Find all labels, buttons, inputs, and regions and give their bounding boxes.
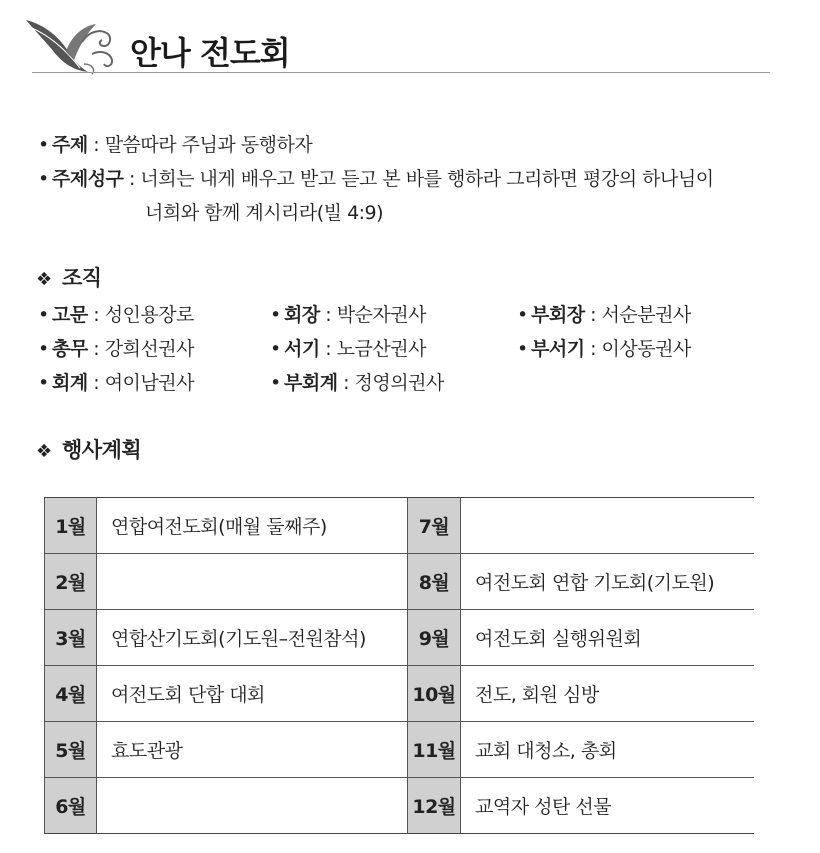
event-cell: 연합여전도회(매월 둘째주) [97, 498, 408, 554]
month-cell: 2월 [45, 554, 97, 610]
table-row [45, 610, 754, 666]
event-cell: 연합산기도회(기도원–전원참석) [97, 610, 408, 666]
bullet-icon: • [38, 134, 49, 156]
month-cell: 10월 [408, 666, 461, 722]
month-cell: 3월 [45, 610, 97, 666]
event-cell [97, 778, 408, 834]
events-table [44, 497, 754, 834]
events-heading [36, 434, 141, 464]
leaf-ornament-icon [22, 14, 122, 78]
month-cell: 4월 [45, 666, 97, 722]
theme-separator: : [87, 134, 105, 156]
organization-heading-text: 조직 [62, 266, 102, 290]
month-cell: 12월 [408, 778, 461, 834]
table-row [45, 778, 754, 834]
month-cell: 1월 [45, 498, 97, 554]
month-cell: 7월 [408, 498, 461, 554]
event-cell: 전도, 회원 심방 [461, 666, 754, 722]
org-name: 성인용장로 [104, 304, 194, 326]
bullet-icon: • [517, 304, 528, 326]
org-member: • 회계 : 여이남권사 [38, 372, 194, 394]
bullet-icon: • [270, 338, 281, 360]
organization-heading [36, 262, 102, 292]
theme-verse-line-2 [145, 198, 383, 225]
org-role: 총무 [52, 338, 88, 360]
org-name: 이상동권사 [601, 338, 691, 360]
theme-line [38, 130, 312, 157]
org-member: • 고문 : 성인용장로 [38, 304, 194, 326]
org-member: • 부회계 : 정영의권사 [270, 372, 444, 394]
bullet-icon: • [517, 338, 528, 360]
event-cell: 여전도회 실행위원회 [461, 610, 754, 666]
org-name: 여이남권사 [104, 372, 194, 394]
org-member: • 서기 : 노금산권사 [270, 338, 426, 360]
table-row [45, 666, 754, 722]
event-cell: 교역자 성탄 선물 [461, 778, 754, 834]
month-cell: 6월 [45, 778, 97, 834]
org-member: • 부회장 : 서순분권사 [517, 304, 691, 326]
theme-verse-label: 주제성구 [52, 168, 124, 190]
org-role: 서기 [284, 338, 320, 360]
diamond-icon: ❖ [36, 441, 52, 462]
bullet-icon: • [270, 372, 281, 394]
org-role: 부회장 [531, 304, 585, 326]
org-name: 노금산권사 [336, 338, 426, 360]
page-title: 안나 전도회 [130, 34, 290, 72]
bullet-icon: • [38, 168, 49, 190]
org-role: 고문 [52, 304, 88, 326]
events-heading-text: 행사계획 [62, 438, 142, 462]
org-role: 부서기 [531, 338, 585, 360]
event-cell [461, 498, 754, 554]
table-row [45, 554, 754, 610]
org-name: 강희선권사 [104, 338, 194, 360]
theme-verse-text-1: 너희는 내게 배우고 받고 듣고 본 바를 행하라 그리하면 평강의 하나님이 [140, 168, 714, 190]
month-cell: 11월 [408, 722, 461, 778]
theme-label: 주제 [52, 134, 88, 156]
bullet-icon: • [38, 338, 49, 360]
theme-text: 말씀따라 주님과 동행하자 [104, 134, 313, 156]
org-role: 회계 [52, 372, 88, 394]
theme-verse-separator: : [123, 168, 141, 190]
event-cell: 효도관광 [97, 722, 408, 778]
theme-verse-text-2: 너희와 함께 계시리라(빌 4:9) [145, 202, 384, 224]
org-member: • 부서기 : 이상동권사 [517, 338, 691, 360]
org-role: 부회계 [284, 372, 338, 394]
bullet-icon: • [270, 304, 281, 326]
org-name: 박순자권사 [336, 304, 426, 326]
month-cell: 8월 [408, 554, 461, 610]
bullet-icon: • [38, 372, 49, 394]
org-member: • 총무 : 강희선권사 [38, 338, 194, 360]
month-cell: 5월 [45, 722, 97, 778]
table-row [45, 498, 754, 554]
org-member: • 회장 : 박순자권사 [270, 304, 426, 326]
bullet-icon: • [38, 304, 49, 326]
org-name: 서순분권사 [601, 304, 691, 326]
diamond-icon: ❖ [36, 269, 52, 290]
org-role: 회장 [284, 304, 320, 326]
event-cell [97, 554, 408, 610]
page-header [22, 14, 770, 78]
theme-verse-line [38, 164, 714, 191]
org-name: 정영의권사 [354, 372, 444, 394]
title-divider [32, 72, 770, 73]
event-cell: 여전도회 단합 대회 [97, 666, 408, 722]
event-cell: 여전도회 연합 기도회(기도원) [461, 554, 754, 610]
month-cell: 9월 [408, 610, 461, 666]
table-row [45, 722, 754, 778]
event-cell: 교회 대청소, 총회 [461, 722, 754, 778]
